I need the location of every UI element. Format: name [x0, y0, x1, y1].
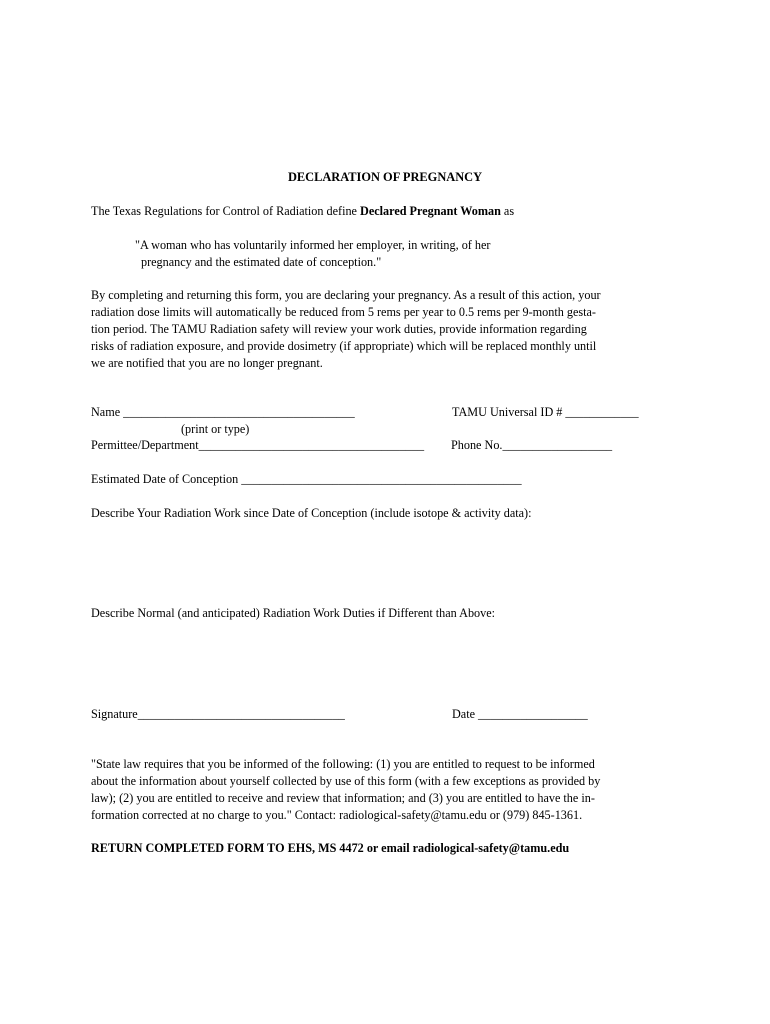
- privacy-notice: [91, 756, 683, 824]
- conception-date-field[interactable]: Estimated Date of Conception ______________________________________________: [91, 472, 522, 486]
- paragraph-line: we are notified that you are no longer pregnant.: [91, 356, 323, 370]
- page-title: DECLARATION OF PREGNANCY: [287, 170, 483, 184]
- normal-duties-label: Describe Normal (and anticipated) Radiation Work Duties if Different than Above:: [91, 606, 496, 620]
- name-field[interactable]: Name ______________________________________: [91, 405, 355, 419]
- notice-line: about the information about yourself collected by use of this form (with a few exceptions as provided by: [91, 774, 601, 788]
- return-instructions: RETURN COMPLETED FORM TO EHS, MS 4472 or email radiological-safety@tamu.edu: [91, 841, 570, 855]
- paragraph-line: radiation dose limits will automatically be reduced from 5 rems per year to 0.5 rems per 9-month gesta-: [91, 305, 596, 319]
- name-hint: (print or type): [181, 422, 250, 436]
- intro-prefix: The Texas Regulations for Control of Radiation define: [91, 204, 361, 218]
- paragraph-line: risks of radiation exposure, and provide dosimetry (if appropriate) which will be replaced monthly until: [91, 339, 597, 353]
- normal-duties-area[interactable]: [91, 624, 681, 700]
- notice-line: "State law requires that you be informed of the following: (1) you are entitled to request to be informed: [91, 757, 595, 771]
- uin-field[interactable]: TAMU Universal ID # ____________: [452, 405, 639, 419]
- date-field[interactable]: Date __________________: [452, 707, 588, 721]
- notice-line: formation corrected at no charge to you." Contact: radiological-safety@tamu.edu or (979) 845-1361.: [91, 808, 583, 822]
- phone-field[interactable]: Phone No.__________________: [451, 438, 613, 452]
- radiation-work-area[interactable]: [91, 524, 681, 600]
- quote-line: "A woman who has voluntarily informed her employer, in writing, of her: [135, 238, 491, 252]
- declaration-paragraph: [91, 287, 683, 372]
- definition-quote: [135, 237, 727, 271]
- radiation-work-label: Describe Your Radiation Work since Date of Conception (include isotope & activity data):: [91, 506, 532, 520]
- permittee-department-field[interactable]: Permittee/Department_____________________________________: [91, 438, 425, 452]
- intro-line: [91, 203, 514, 220]
- paragraph-line: By completing and returning this form, you are declaring your pregnancy. As a result of this action, your: [91, 288, 601, 302]
- signature-field[interactable]: Signature__________________________________: [91, 707, 345, 721]
- quote-line: pregnancy and the estimated date of conception.": [141, 255, 382, 269]
- notice-line: law); (2) you are entitled to receive and review that information; and (3) you are entitled to have the in-: [91, 791, 595, 805]
- intro-suffix: as: [500, 204, 515, 218]
- paragraph-line: tion period. The TAMU Radiation safety will review your work duties, provide information regarding: [91, 322, 587, 336]
- intro-term: Declared Pregnant Woman: [360, 204, 501, 218]
